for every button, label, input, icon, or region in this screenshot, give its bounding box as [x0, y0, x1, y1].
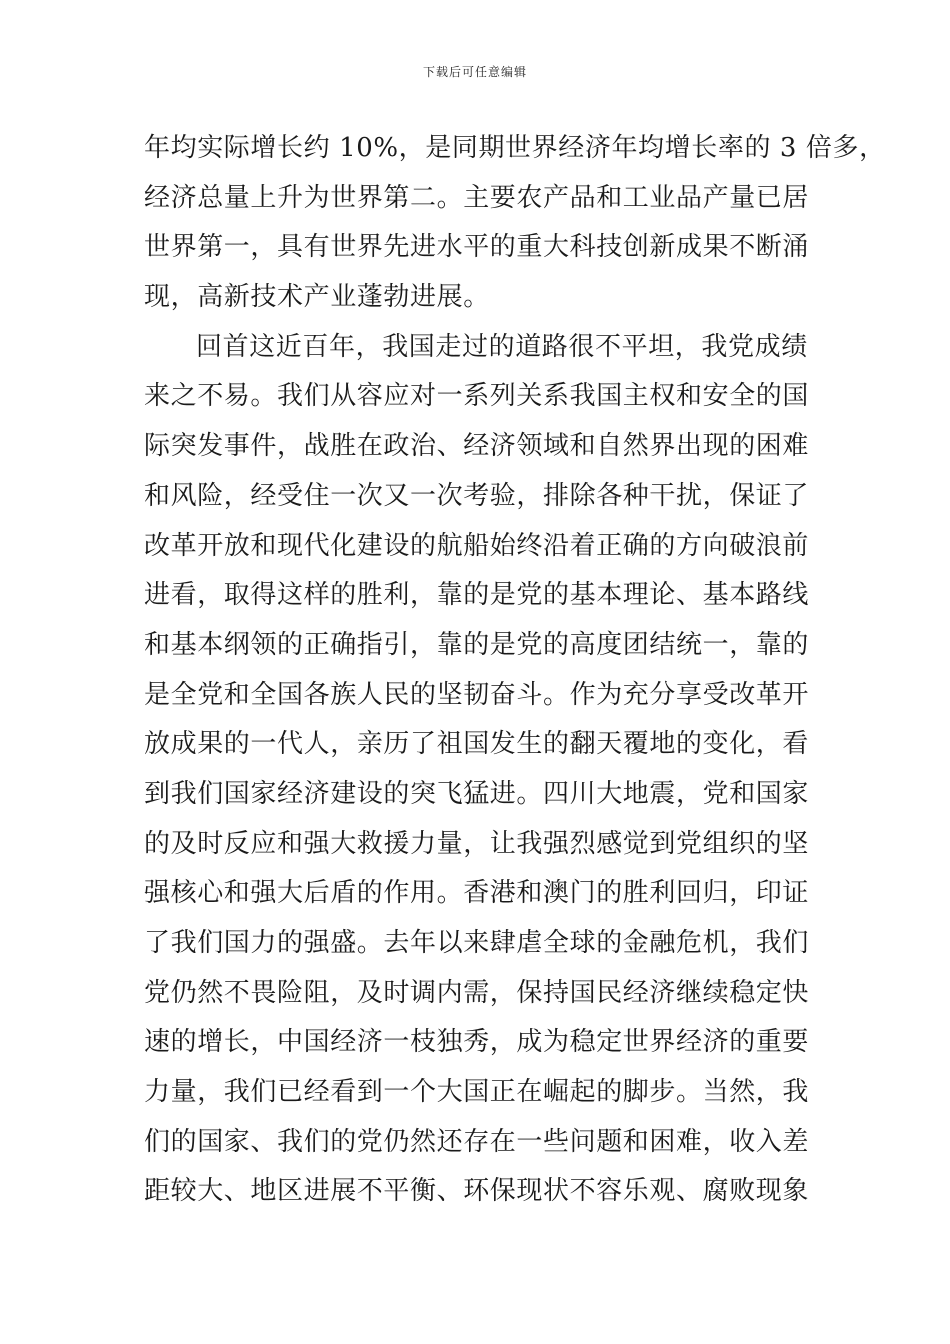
text-line: 年均实际增长约 10%，是同期世界经济年均增长率的 3 倍多，	[144, 133, 886, 163]
page-header: 下载后可任意编辑	[422, 65, 527, 79]
text-line: 了我们国力的强盛。去年以来肆虐全球的金融危机，我们	[144, 928, 810, 958]
text-line: 力量，我们已经看到一个大国正在崛起的脚步。当然，我	[144, 1077, 810, 1108]
text-line: 党仍然不畏险阻，及时调内需，保持国民经济继续稳定快	[144, 977, 810, 1008]
text-line: 和风险，经受住一次又一次考验，排除各种干扰，保证了	[144, 480, 810, 511]
text-line: 现，高新技术产业蓬勃进展。	[144, 282, 490, 313]
paragraph-start-line: 回首这近百年，我国走过的道路很不平坦，我党成绩	[196, 331, 808, 362]
text-line: 世界第一，具有世界先进水平的重大科技创新成果不断涌	[144, 232, 810, 263]
text-line: 进看，取得这样的胜利，靠的是党的基本理论、基本路线	[144, 580, 810, 611]
text-line: 经济总量上升为世界第二。主要农产品和工业品产量已居	[144, 182, 810, 213]
text-line: 是全党和全国各族人民的坚韧奋斗。作为充分享受改革开	[144, 679, 810, 710]
text-line: 来之不易。我们从容应对一系列关系我国主权和安全的国	[144, 381, 810, 412]
text-line: 际突发事件，战胜在政治、经济领域和自然界出现的困难	[144, 431, 810, 462]
text-line: 们的国家、我们的党仍然还存在一些问题和困难，收入差	[144, 1126, 810, 1157]
text-line: 和基本纲领的正确指引，靠的是党的高度团结统一，靠的	[144, 629, 810, 660]
text-line: 放成果的一代人，亲历了祖国发生的翻天覆地的变化，看	[144, 729, 810, 760]
text-line: 距较大、地区进展不平衡、环保现状不容乐观、腐败现象	[144, 1176, 810, 1207]
document-body	[144, 124, 886, 1217]
text-line: 强核心和强大后盾的作用。香港和澳门的胜利回归，印证	[144, 878, 810, 909]
text-line: 速的增长，中国经济一枝独秀，成为稳定世界经济的重要	[144, 1027, 810, 1058]
text-line: 到我们国家经济建设的突飞猛进。四川大地震，党和国家	[144, 778, 810, 809]
text-line: 的及时反应和强大救援力量，让我强烈感觉到党组织的坚	[144, 828, 810, 859]
text-line: 改革开放和现代化建设的航船始终沿着正确的方向破浪前	[144, 530, 810, 561]
